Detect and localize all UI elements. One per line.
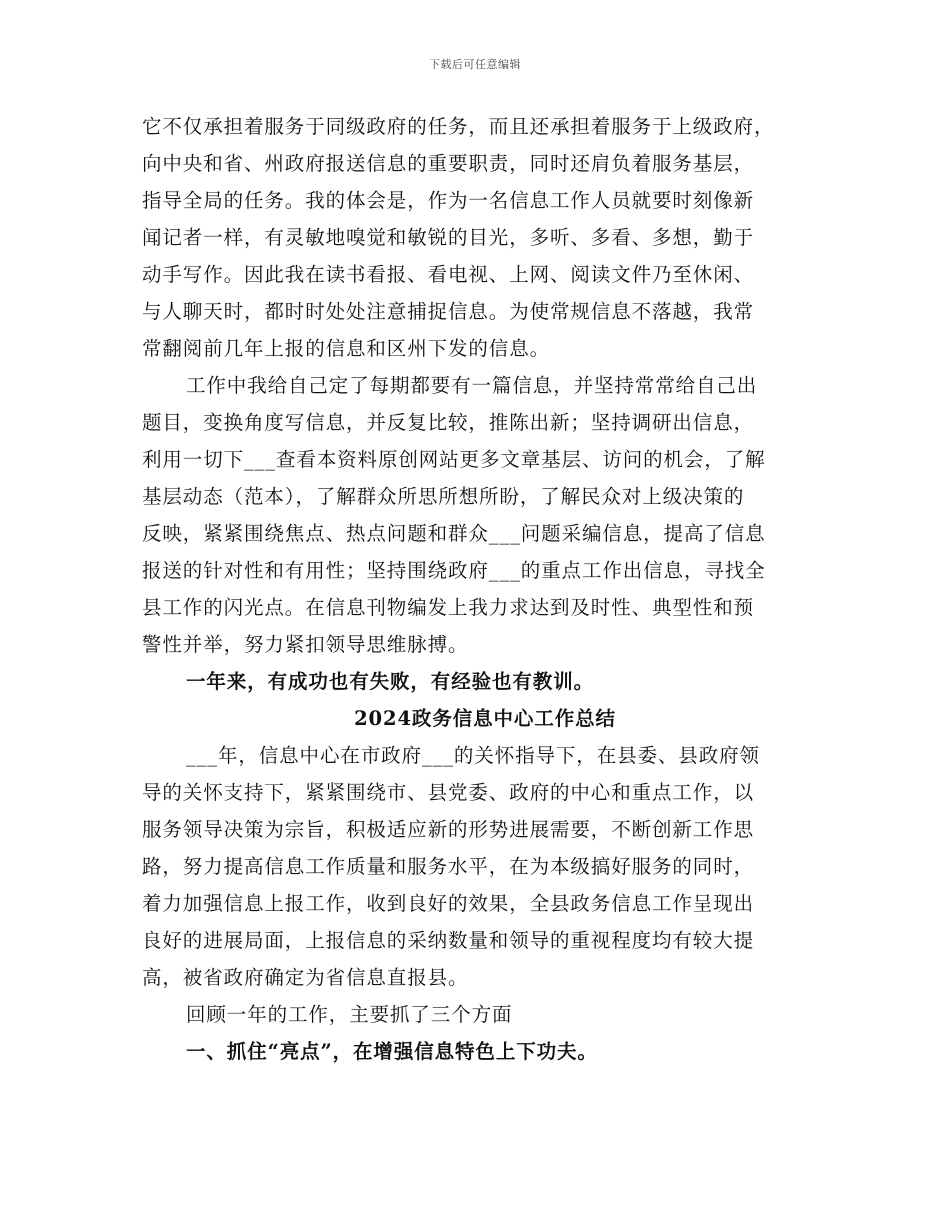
document-body	[142, 108, 822, 1070]
text-line: 反映，紧紧围绕焦点、热点问题和群众___问题采编信息，提高了信息	[142, 522, 766, 545]
text-line: 路，努力提高信息工作质量和服务水平，在为本级搞好服务的同时，	[142, 855, 755, 878]
text-line: 报送的针对性和有用性；坚持围绕政府___的重点工作出信息，寻找全	[142, 559, 766, 582]
text-line: 高，被省政府确定为省信息直报县。	[142, 966, 469, 989]
text-line: 动手写作。因此我在读书看报、看电视、上网、阅读文件乃至休闲、	[142, 263, 755, 286]
section-title: 2024政务信息中心工作总结	[354, 707, 616, 730]
text-line: 基层动态（范本），了解群众所思所想所盼，了解民众对上级决策的	[142, 485, 745, 508]
text-line: 与人聊天时，都时时处处注意捕捉信息。为使常规信息不落越，我常	[142, 300, 755, 323]
text-line: 警性并举，努力紧扣领导思维脉搏。	[142, 633, 469, 656]
page-header: 下载后可任意编辑	[429, 58, 521, 71]
text-line: 它不仅承担着服务于同级政府的任务，而且还承担着服务于上级政府，	[142, 115, 775, 138]
text-line: 题目，变换角度写信息，并反复比较，推陈出新；坚持调研出信息，	[142, 411, 755, 434]
text-line: 闻记者一样，有灵敏地嗅觉和敏锐的目光，多听、多看、多想，勤于	[142, 226, 755, 249]
text-line: 服务领导决策为宗旨，积极适应新的形势进展需要，不断创新工作思	[142, 818, 755, 841]
text-line: 良好的进展局面，上报信息的采纳数量和领导的重视程度均有较大提	[142, 929, 755, 952]
bold-heading-line: 一、抓住“亮点”，在增强信息特色上下功夫。	[186, 1040, 598, 1063]
text-line: 导的关怀支持下，紧紧围绕市、县党委、政府的中心和重点工作，以	[142, 781, 755, 804]
paragraph-start-line: 回顾一年的工作，主要抓了三个方面	[186, 1003, 513, 1026]
text-line: 常翻阅前几年上报的信息和区州下发的信息。	[142, 337, 551, 360]
text-line: 利用一切下___查看本资料原创网站更多文章基层、访问的机会，了解	[142, 448, 766, 471]
text-line: 向中央和省、州政府报送信息的重要职责，同时还肩负着服务基层，	[142, 152, 755, 175]
paragraph-start-line: 工作中我给自己定了每期都要有一篇信息，并坚持常常给自己出	[186, 374, 758, 397]
paragraph-start-line: ___年，信息中心在市政府___的关怀指导下，在县委、县政府领	[186, 744, 760, 767]
text-line: 着力加强信息上报工作，收到良好的效果，全县政务信息工作呈现出	[142, 892, 755, 915]
text-line: 县工作的闪光点。在信息刊物编发上我力求达到及时性、典型性和预	[142, 596, 755, 619]
bold-summary-line: 一年来，有成功也有失败，有经验也有教训。	[186, 670, 595, 693]
text-line: 指导全局的任务。我的体会是，作为一名信息工作人员就要时刻像新	[142, 189, 755, 212]
